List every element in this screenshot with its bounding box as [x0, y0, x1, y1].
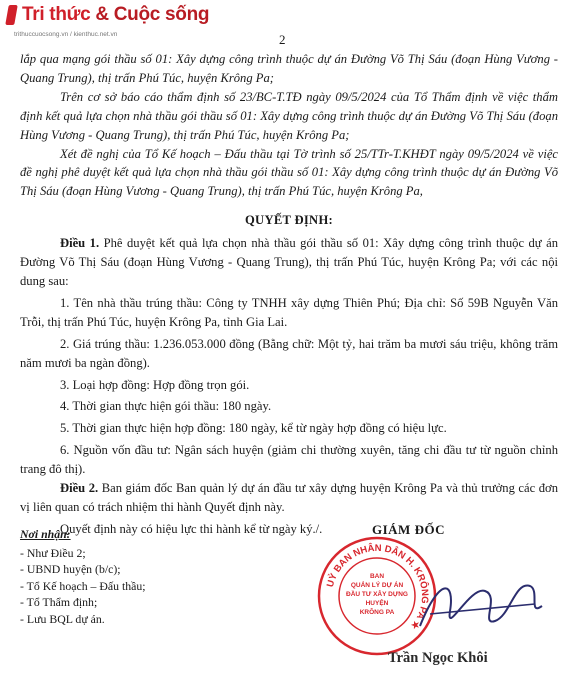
recipients-block — [20, 526, 146, 627]
logo-subtitle: trithuccuocsong.vn / kienthuc.net.vn — [14, 31, 118, 38]
recipient-item: - Lưu BQL dự án. — [20, 611, 105, 626]
logo-amp: & — [90, 4, 114, 25]
article-item: 5. Thời gian thực hiện hợp đồng: 180 ngày, kể từ ngày hợp đồng có hiệu lực. — [60, 421, 447, 436]
article-item: 4. Thời gian thực hiện gói thầu: 180 ngày. — [60, 399, 272, 414]
logo-mark-icon — [6, 2, 20, 28]
recipient-item: - Tổ Kế hoạch – Đấu thầu; — [20, 578, 146, 593]
preamble-paragraph: lắp qua mạng gói thầu số 01: Xây dựng công trình thuộc dự án Đường Võ Thị Sáu (đoạn Hùng Vương - Quang Trung), thị trấn Phú Túc, huyện Krông Pa; — [20, 52, 558, 85]
recipient-item: - Tổ Thẩm định; — [20, 595, 98, 609]
article-item: 6. Nguồn vốn đầu tư: Ngân sách huyện (giảm chi thường xuyên, tăng chi đầu tư từ nguồn chỉnh trang đô thị). — [20, 443, 558, 477]
article-1-label: Điều 1. — [60, 236, 100, 251]
effective-clause: Quyết định này có hiệu lực thi hành kể từ ngày ký./. — [60, 521, 323, 536]
article-1 — [20, 234, 558, 291]
article-item: 3. Loại hợp đồng: Hợp đồng trọn gói. — [60, 377, 250, 392]
site-logo — [6, 2, 209, 28]
decision-title: QUYẾT ĐỊNH: — [244, 213, 334, 228]
page-number: 2 — [279, 32, 286, 47]
handwritten-signature-icon — [410, 566, 550, 646]
logo-text — [22, 4, 209, 26]
seal-inner-line: QUẢN LÝ DỰ ÁN — [350, 582, 404, 589]
recipients-heading: Nơi nhận: — [20, 527, 71, 541]
seal-outer-text: UỶ BAN NHÂN DÂN H. KRÔNG PA ★ — [324, 542, 431, 632]
recipient-item: - Như Điều 2; — [20, 545, 86, 560]
logo-part1: Tri thức — [22, 4, 91, 25]
seal-inner-line: HUYỆN — [365, 600, 389, 607]
signer-name: Trần Ngọc Khôi — [388, 650, 488, 666]
seal-inner-line: ĐẦU TƯ XÂY DỰNG — [346, 591, 408, 598]
article-item: 1. Tên nhà thầu trúng thầu: Công ty TNHH xây dựng Thiên Phú; Địa chỉ: Số 59B Nguyễn Văn Trỗi, thị trấn Phú Túc, huyện Krông Pa, tỉnh Gia Lai. — [20, 295, 558, 329]
seal-inner-line: BAN — [369, 573, 385, 580]
preamble-paragraph: Xét đề nghị của Tổ Kế hoạch – Đấu thầu tại Tờ trình số 25/TTr-T.KHĐT ngày 09/5/2024 về việc đề nghị phê duyệt kết quả lựa chọn nhà thầu gói thầu số 01: Xây dựng công trình thuộc dự án Đường Võ Thị Sáu (đoạn Hùng Vương - Quang Trung), thị trấn Phú Túc, huyện Krông Pa, — [20, 146, 558, 199]
document-body — [20, 50, 558, 539]
article-2-label: Điều 2. — [60, 481, 99, 496]
article-1-text: Phê duyệt kết quả lựa chọn nhà thầu gói thầu số 01: Xây dựng công trình thuộc dự án Đường Võ Thị Sáu (đoạn Hùng Vương - Quang Trung), thị trấn Phú Túc, huyện Krông Pa; với các nội dung sau: — [20, 236, 559, 288]
article-2 — [20, 479, 558, 517]
logo-part2: Cuộc sống — [113, 4, 210, 25]
article-2-text: Ban giám đốc Ban quản lý dự án đầu tư xây dựng huyện Krông Pa và thủ trưởng các đơn vị liên quan có trách nhiệm thi hành Quyết định này. — [20, 481, 558, 514]
article-item: 2. Giá trúng thầu: 1.236.053.000 đồng (Bằng chữ: Một tỷ, hai trăm ba mươi sáu triệu, không trăm năm mươi ba ngàn đồng). — [20, 336, 558, 370]
recipient-item: - UBND huyện (b/c); — [20, 562, 121, 576]
signer-title: GIÁM ĐỐC — [372, 522, 445, 537]
preamble-paragraph: Trên cơ sở báo cáo thẩm định số 23/BC-T.TĐ ngày 09/5/2024 của Tổ Thẩm định về việc thẩm định kết quả lựa chọn nhà thầu gói thầu số 01: Xây dựng công trình thuộc dự án Đường Võ Thị Sáu (đoạn Hùng Vương - Quang Trung), thị trấn Phú Túc, huyện Krông Pa; — [20, 89, 558, 142]
seal-inner-line: KRÔNG PA — [359, 609, 395, 616]
